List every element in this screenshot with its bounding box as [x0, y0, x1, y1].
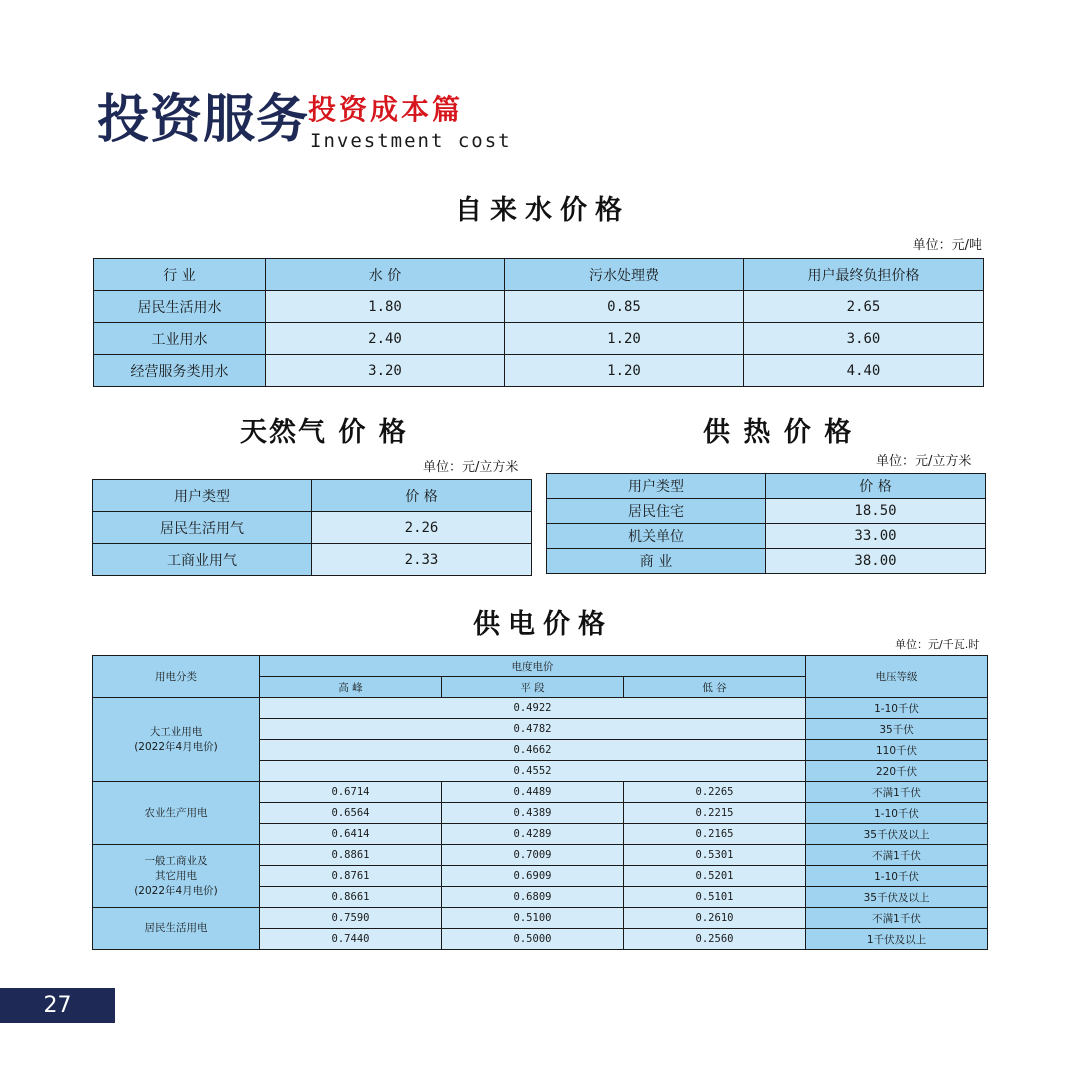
table-header-row [547, 474, 986, 499]
water-table [93, 258, 984, 387]
price-cell: 0.4782 [260, 719, 806, 740]
page-number: 27 [0, 988, 115, 1023]
table-row [547, 499, 986, 524]
column-header: 价 格 [312, 480, 532, 512]
electricity-table [92, 655, 988, 950]
water-unit: 单位：元/吨 [912, 238, 982, 253]
price-cell: 0.4489 [442, 782, 624, 803]
voltage-cell: 不满1千伏 [806, 908, 988, 929]
price-cell: 0.6564 [260, 803, 442, 824]
price-cell: 0.5100 [442, 908, 624, 929]
water-title: 自来水价格 [455, 195, 630, 226]
column-header: 平 段 [442, 677, 624, 698]
price-cell: 0.8661 [260, 887, 442, 908]
voltage-cell: 35千伏 [806, 719, 988, 740]
price-cell: 0.5301 [624, 845, 806, 866]
column-header: 用户类型 [547, 474, 766, 499]
electricity-title: 供电价格 [473, 609, 613, 640]
voltage-cell: 1千伏及以上 [806, 929, 988, 950]
voltage-cell: 1-10千伏 [806, 698, 988, 719]
table-row [93, 845, 988, 866]
gas-title: 天然气 价 格 [240, 417, 408, 448]
price-cell: 0.2560 [624, 929, 806, 950]
price-cell: 0.6414 [260, 824, 442, 845]
price-cell: 0.4389 [442, 803, 624, 824]
table-header-row [93, 480, 532, 512]
table-cell: 38.00 [766, 549, 986, 574]
price-cell: 0.4289 [442, 824, 624, 845]
table-cell: 2.26 [312, 512, 532, 544]
row-label: 商 业 [547, 549, 766, 574]
table-cell: 2.33 [312, 544, 532, 576]
column-header: 高 峰 [260, 677, 442, 698]
price-cell: 0.2215 [624, 803, 806, 824]
table-row [93, 544, 532, 576]
row-group-label: 农业生产用电 [93, 782, 260, 845]
price-cell: 0.8861 [260, 845, 442, 866]
table-row [94, 291, 984, 323]
table-row [547, 549, 986, 574]
table-row [93, 782, 988, 803]
electricity-unit: 单位：元/千瓦.时 [895, 638, 980, 651]
price-cell: 0.6714 [260, 782, 442, 803]
price-cell: 0.5000 [442, 929, 624, 950]
section-subtitle: 投资成本篇 [308, 93, 464, 126]
voltage-cell: 1-10千伏 [806, 866, 988, 887]
table-cell: 3.20 [266, 355, 505, 387]
section-title: 投资服务 [97, 90, 310, 150]
price-cell: 0.4552 [260, 761, 806, 782]
column-header: 用户类型 [93, 480, 312, 512]
section-subtitle-en: Investment cost [310, 130, 512, 152]
row-group-label: 一般工商业及 其它用电 (2022年4月电价) [93, 845, 260, 908]
price-cell: 0.7440 [260, 929, 442, 950]
row-label: 工业用水 [94, 323, 266, 355]
price-cell: 0.4922 [260, 698, 806, 719]
price-cell: 0.5101 [624, 887, 806, 908]
voltage-cell: 不满1千伏 [806, 782, 988, 803]
voltage-cell: 110千伏 [806, 740, 988, 761]
column-header: 用电分类 [93, 656, 260, 698]
column-header: 电压等级 [806, 656, 988, 698]
table-header-row [93, 656, 988, 677]
column-header: 行 业 [94, 259, 266, 291]
price-cell: 0.2165 [624, 824, 806, 845]
column-header: 电度电价 [260, 656, 806, 677]
row-label: 居民生活用水 [94, 291, 266, 323]
column-header: 低 谷 [624, 677, 806, 698]
table-row [93, 698, 988, 719]
table-row [94, 323, 984, 355]
table-row [94, 355, 984, 387]
row-label: 机关单位 [547, 524, 766, 549]
table-row [93, 908, 988, 929]
column-header: 用户最终负担价格 [744, 259, 984, 291]
voltage-cell: 35千伏及以上 [806, 887, 988, 908]
table-cell: 1.80 [266, 291, 505, 323]
heat-title: 供 热 价 格 [703, 417, 854, 448]
price-cell: 0.7590 [260, 908, 442, 929]
table-row [547, 524, 986, 549]
table-cell: 4.40 [744, 355, 984, 387]
price-cell: 0.2265 [624, 782, 806, 803]
price-cell: 0.2610 [624, 908, 806, 929]
row-label: 工商业用气 [93, 544, 312, 576]
table-cell: 1.20 [505, 355, 744, 387]
row-label: 居民住宅 [547, 499, 766, 524]
row-group-label: 居民生活用电 [93, 908, 260, 950]
row-group-label: 大工业用电 (2022年4月电价) [93, 698, 260, 782]
row-label: 经营服务类用水 [94, 355, 266, 387]
column-header: 水 价 [266, 259, 505, 291]
voltage-cell: 1-10千伏 [806, 803, 988, 824]
price-cell: 0.6909 [442, 866, 624, 887]
table-cell: 1.20 [505, 323, 744, 355]
table-cell: 2.65 [744, 291, 984, 323]
heat-unit: 单位：元/立方米 [876, 454, 972, 469]
table-cell: 3.60 [744, 323, 984, 355]
table-row [93, 512, 532, 544]
voltage-cell: 不满1千伏 [806, 845, 988, 866]
price-cell: 0.8761 [260, 866, 442, 887]
table-cell: 33.00 [766, 524, 986, 549]
price-cell: 0.7009 [442, 845, 624, 866]
table-header-row [94, 259, 984, 291]
heat-table [546, 473, 986, 574]
table-cell: 2.40 [266, 323, 505, 355]
price-cell: 0.5201 [624, 866, 806, 887]
price-cell: 0.6809 [442, 887, 624, 908]
gas-unit: 单位：元/立方米 [423, 460, 519, 475]
column-header: 价 格 [766, 474, 986, 499]
voltage-cell: 35千伏及以上 [806, 824, 988, 845]
price-cell: 0.4662 [260, 740, 806, 761]
table-cell: 18.50 [766, 499, 986, 524]
column-header: 污水处理费 [505, 259, 744, 291]
table-cell: 0.85 [505, 291, 744, 323]
gas-table [92, 479, 532, 576]
row-label: 居民生活用气 [93, 512, 312, 544]
voltage-cell: 220千伏 [806, 761, 988, 782]
